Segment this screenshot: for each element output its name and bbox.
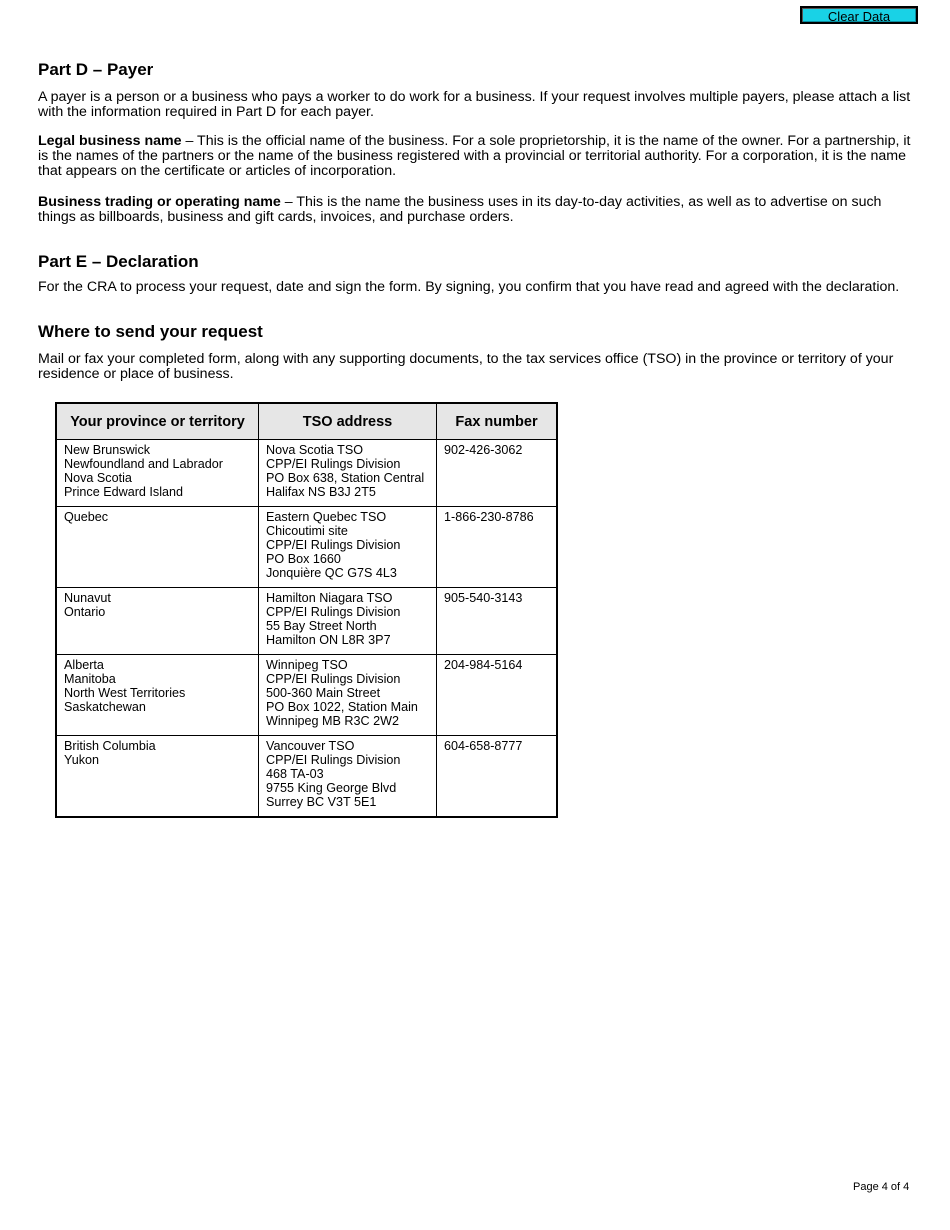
province-name: Newfoundland and Labrador <box>64 457 223 471</box>
province-name: Yukon <box>64 753 100 767</box>
column-header-tso-address: TSO address <box>259 403 437 440</box>
address-line: Hamilton ON L8R 3P7 <box>266 633 391 647</box>
address-line: Halifax NS B3J 2T5 <box>266 485 376 499</box>
trading-name-paragraph <box>38 195 914 225</box>
address-line: Chicoutimi site <box>266 524 348 538</box>
column-header-province: Your province or territory <box>56 403 259 440</box>
address-line: CPP/EI Rulings Division <box>266 605 401 619</box>
province-name: Manitoba <box>64 672 116 686</box>
province-name: Nova Scotia <box>64 471 132 485</box>
address-line: Winnipeg TSO <box>266 658 348 672</box>
province-name: Saskatchewan <box>64 700 146 714</box>
tso-address-cell <box>259 655 437 736</box>
table-row <box>56 507 557 588</box>
where-to-send-heading: Where to send your request <box>38 322 263 341</box>
page-number: Page 4 of 4 <box>853 1181 910 1193</box>
address-line: 500-360 Main Street <box>266 686 381 700</box>
province-name: Alberta <box>64 658 104 672</box>
province-name: North West Territories <box>64 686 186 700</box>
clear-data-button[interactable]: Clear Data <box>800 6 918 24</box>
province-name: Quebec <box>64 510 109 524</box>
tso-table <box>55 402 558 818</box>
tso-table-body <box>56 440 557 818</box>
table-row <box>56 655 557 736</box>
address-line: 55 Bay Street North <box>266 619 377 633</box>
tso-address-cell <box>259 588 437 655</box>
address-line: Hamilton Niagara TSO <box>266 591 393 605</box>
province-name: Prince Edward Island <box>64 485 184 499</box>
fax-number-cell: 604-658-8777 <box>437 736 558 818</box>
province-name: British Columbia <box>64 739 156 753</box>
part-d-intro: A payer is a person or a business who pays a worker to do work for a business. If your request involves multiple payers, please attach a list with the information required in Part D for each payer. <box>38 89 911 120</box>
province-cell <box>56 655 259 736</box>
address-line: Nova Scotia TSO <box>266 443 364 457</box>
address-line: CPP/EI Rulings Division <box>266 753 401 767</box>
fax-number-cell: 1-866-230-8786 <box>437 507 558 588</box>
address-line: Jonquière QC G7S 4L3 <box>266 566 397 580</box>
address-line: Winnipeg MB R3C 2W2 <box>266 714 399 728</box>
table-row <box>56 588 557 655</box>
province-cell <box>56 588 259 655</box>
address-line: CPP/EI Rulings Division <box>266 672 401 686</box>
address-line: Surrey BC V3T 5E1 <box>266 795 377 809</box>
address-line: PO Box 1022, Station Main <box>266 700 418 714</box>
trading-name-text: – This is the name the business uses in its day-to-day activities, as well as to advertise on such things as billboards, business and gift cards, invoices, and purchase orders. <box>38 194 882 225</box>
fax-number-cell: 204-984-5164 <box>437 655 558 736</box>
province-cell <box>56 736 259 818</box>
part-e-text: For the CRA to process your request, date and sign the form. By signing, you confirm that you have read and agreed with the declaration. <box>38 279 900 295</box>
province-cell <box>56 507 259 588</box>
province-name: New Brunswick <box>64 443 151 457</box>
part-d-heading: Part D – Payer <box>38 60 154 79</box>
table-row <box>56 440 557 507</box>
province-name: Nunavut <box>64 591 111 605</box>
province-cell <box>56 440 259 507</box>
tso-address-cell <box>259 440 437 507</box>
address-line: 9755 King George Blvd <box>266 781 397 795</box>
province-name: Ontario <box>64 605 106 619</box>
fax-number-cell: 905-540-3143 <box>437 588 558 655</box>
fax-number-cell: 902-426-3062 <box>437 440 558 507</box>
part-e-heading: Part E – Declaration <box>38 252 199 271</box>
tso-address-cell <box>259 507 437 588</box>
table-row <box>56 736 557 818</box>
address-line: CPP/EI Rulings Division <box>266 538 401 552</box>
column-header-fax: Fax number <box>437 403 558 440</box>
legal-business-name-text: – This is the official name of the business. For a sole proprietorship, it is the name of the owner. For a partnership, it is the names of the partners or the name of the business registered with a provincial or territorial authority. For a corporation, it is the name that appears on the certificate or articles of incorporation. <box>38 133 911 179</box>
address-line: PO Box 638, Station Central <box>266 471 425 485</box>
tso-address-cell <box>259 736 437 818</box>
address-line: PO Box 1660 <box>266 552 341 566</box>
address-line: CPP/EI Rulings Division <box>266 457 401 471</box>
where-to-send-text: Mail or fax your completed form, along with any supporting documents, to the tax services office (TSO) in the province or territory of your residence or place of business. <box>38 351 894 382</box>
table-header-row <box>56 403 557 440</box>
address-line: 468 TA-03 <box>266 767 324 781</box>
address-line: Eastern Quebec TSO <box>266 510 387 524</box>
address-line: Vancouver TSO <box>266 739 355 753</box>
trading-name-term: Business trading or operating name <box>38 194 281 210</box>
legal-business-name-paragraph <box>38 134 914 179</box>
legal-business-name-term: Legal business name <box>38 133 182 149</box>
